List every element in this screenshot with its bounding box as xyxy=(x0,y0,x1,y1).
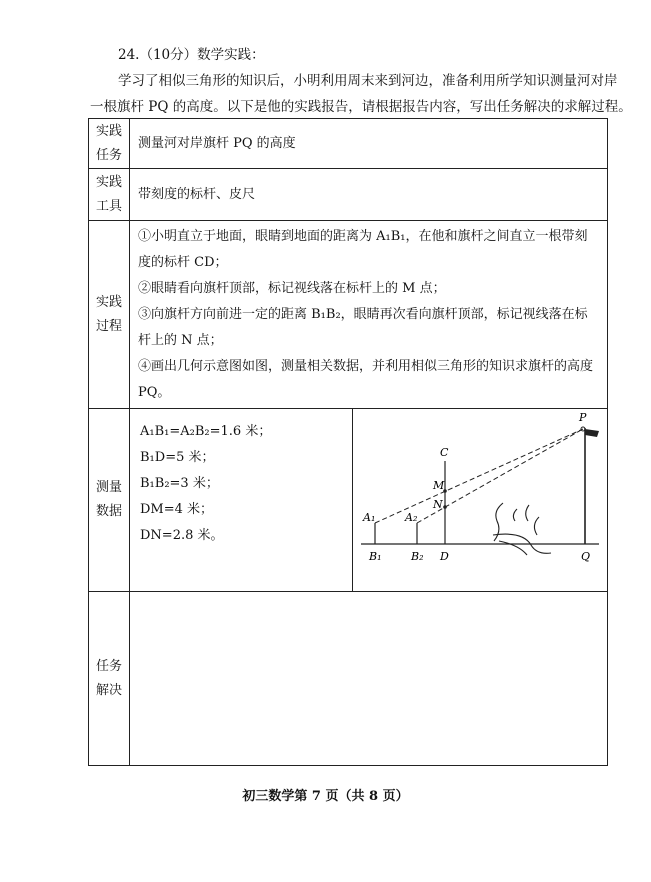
label-b1: B₁ xyxy=(369,550,382,563)
solution-label-line2: 解决 xyxy=(95,682,122,698)
data-label xyxy=(89,409,130,592)
label-a2: A₂ xyxy=(405,511,418,524)
practice-report-table xyxy=(88,118,608,766)
tools-label-line1: 实践 xyxy=(95,174,122,190)
page-footer: 初三数学第 7 页（共 8 页） xyxy=(242,789,409,804)
label-a1: A₁ xyxy=(363,511,376,524)
process-step-2: ②眼睛看向旗杆顶部，标记视线落在标杆上的 M 点； xyxy=(138,280,446,296)
task-label-line1: 实践 xyxy=(95,123,122,139)
geometry-diagram xyxy=(353,409,607,581)
process-label-line1: 实践 xyxy=(95,294,122,310)
data-item-2: B₁D=5 米； xyxy=(140,450,215,465)
river-wave-6 xyxy=(499,541,527,555)
label-d: D xyxy=(440,550,449,563)
label-b2: B₂ xyxy=(411,550,424,563)
process-steps xyxy=(130,221,608,409)
river-wave-4 xyxy=(534,517,539,535)
river-wave-3 xyxy=(526,505,529,521)
label-m: M xyxy=(433,479,445,492)
label-n: N xyxy=(433,498,443,511)
process-step-1: ①小明直立于地面，眼睛到地面的距离为 A₁B₁，在他和旗杆之间直立一根带刻度的标杆 CD； xyxy=(138,228,588,270)
task-value: 测量河对岸旗杆 PQ 的高度 xyxy=(130,119,608,169)
problem-intro-line-1: 学习了相似三角形的知识后，小明利用周末来到河边，准备利用所学知识测量河对岸 xyxy=(118,73,618,89)
tools-value: 带刻度的标杆、皮尺 xyxy=(130,169,608,221)
problem-title: 24.（10分）数学实践： xyxy=(118,47,265,63)
data-item-5: DN=2.8 米。 xyxy=(140,528,224,543)
task-label xyxy=(89,119,130,169)
process-label xyxy=(89,221,130,409)
problem-intro-line-2: 一根旗杆 PQ 的高度。以下是他的实践报告，请根据报告内容，写出任务解决的求解过程。 xyxy=(90,99,632,115)
data-label-line1: 测量 xyxy=(95,480,122,495)
process-step-3: ③向旗杆方向前进一定的距离 B₁B₂，眼睛再次看向旗杆顶部，标记视线落在标杆上的 N 点； xyxy=(138,306,588,348)
task-label-line2: 任务 xyxy=(95,147,122,163)
data-label-line2: 数据 xyxy=(95,504,122,519)
river-wave-1 xyxy=(494,503,503,541)
solution-label xyxy=(89,592,130,766)
solution-answer-area[interactable] xyxy=(130,592,608,766)
solution-label-line1: 任务 xyxy=(95,658,122,674)
label-q: Q xyxy=(581,550,591,563)
point-n xyxy=(443,505,447,509)
process-label-line2: 过程 xyxy=(95,318,122,334)
process-step-4: ④画出几何示意图如图，测量相关数据，并利用相似三角形的知识求旗杆的高度 PQ。 xyxy=(138,358,594,400)
sight-line-a1p xyxy=(375,429,583,523)
data-item-1: A₁B₁=A₂B₂=1.6 米； xyxy=(140,424,272,439)
label-p: P xyxy=(579,411,587,424)
data-item-3: B₁B₂=3 米； xyxy=(140,476,219,491)
tools-label xyxy=(89,169,130,221)
data-item-4: DM=4 米； xyxy=(140,502,214,517)
tools-label-line2: 工具 xyxy=(95,198,122,214)
label-c: C xyxy=(440,446,449,459)
geometry-diagram-cell xyxy=(353,409,608,592)
measurement-data xyxy=(130,409,353,592)
flag-shape xyxy=(585,429,599,437)
river-wave-2 xyxy=(513,509,517,521)
